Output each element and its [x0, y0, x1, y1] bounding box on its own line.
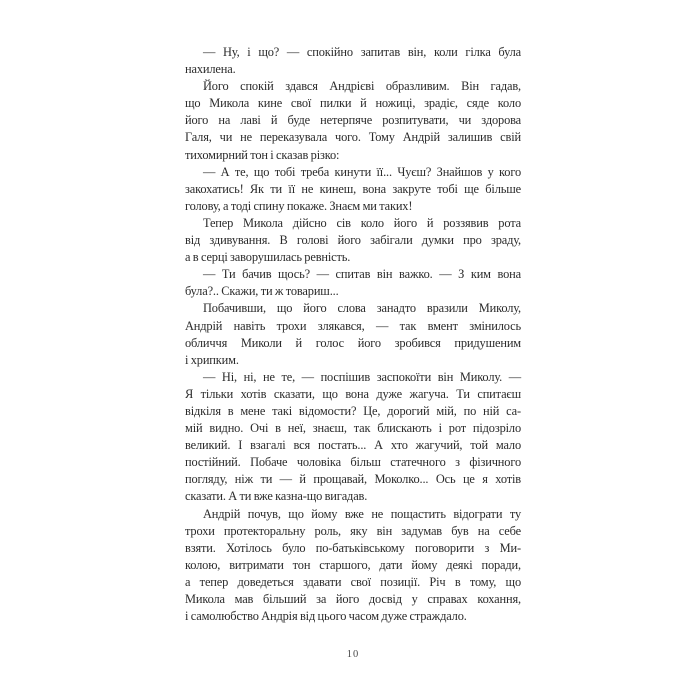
text-line: і хрипким.	[185, 352, 239, 367]
text-line: — А те, що тобі треба кинути її... Чуєш? Знайшов у кого	[203, 164, 521, 179]
text-line: взяти. Хотілось було по-батьківському поговорити з Ми-	[185, 540, 521, 555]
text-line: Галя, чи не переказувала чого. Тому Андрій залишив свій	[185, 130, 521, 145]
text-line: Андрій навіть трохи злякався, — так вмент змінилось	[185, 318, 521, 333]
text-line: Тепер Микола дійсно сів коло його й роззявив рота	[203, 215, 521, 230]
text-line: сказати. А ти вже казна-що вигадав.	[185, 489, 368, 504]
page-number: 10	[346, 649, 360, 660]
text-line: — Ти бачив щось? — спитав він важко. — З ким вона	[203, 267, 521, 282]
text-line: його на лаві й буде нетерпяче розпитувати, чи здорова	[185, 113, 521, 128]
text-line: Я тільки хотів сказати, що вона дуже жагуча. Ти спитаєш	[185, 386, 521, 401]
text-line: мій видно. Очі в неї, знаєш, так блискають і рот підозріло	[185, 421, 521, 436]
text-line: тихомирний тон і сказав різко:	[185, 147, 340, 162]
text-line: від здивування. В голові його забігали думки про зраду,	[185, 233, 521, 248]
text-line: великий. І взагалі вся постать... А хто жагучий, той мало	[185, 438, 521, 453]
text-line: Микола мав більший за його досвід у справах кохання,	[185, 592, 521, 606]
text-line: а в серці заворушилась ревність.	[185, 250, 351, 265]
text-line: Побачивши, що його слова занадто вразили Миколу,	[203, 301, 521, 316]
text-line: постійний. Побаче чоловіка більш статечного з фізичного	[185, 455, 521, 470]
text-line: а тепер доведеться здавати свої позиції. Річ в тому, що	[185, 574, 521, 589]
text-line: закохатись! Як ти її не кинеш, вона закруте тобі ще більше	[185, 181, 521, 196]
text-line: трохи протекторальну роль, яку він задумав був на себе	[185, 523, 521, 538]
text-line: обличчя Миколи й голос його зробився придушеним	[185, 335, 521, 350]
text-line: — Ні, ні, не те, — поспішив заспокоїти він Миколу. —	[203, 369, 521, 384]
text-line: голову, а тоді спину покаже. Знаєм ми таких!	[185, 198, 413, 213]
text-line: і самолюбство Андрія від цього часом дуже страждало.	[185, 609, 467, 624]
text-line: була?.. Скажи, ти ж товариш...	[185, 284, 339, 299]
body-text	[185, 44, 521, 625]
text-line: Андрій почув, що йому вже не пощастить відограти ту	[203, 506, 521, 521]
text-line: відкіля в мене такі відомости? Це, дорогий мій, по ній са-	[185, 403, 521, 418]
text-line: погляду, ніж ти — й прощавай, Моколко... Ось це я хотів	[185, 472, 521, 487]
text-line: нахилена.	[185, 62, 236, 77]
text-line: — Ну, і що? — спокійно запитав він, коли гілка була	[203, 45, 521, 59]
text-line: колою, витримати тон старшого, дати йому деякі поради,	[185, 557, 521, 572]
text-line: Його спокій здався Андрієві образливим. Він гадав,	[203, 79, 521, 94]
text-line: що Микола кине свої пилки й ножиці, зрадіє, сяде коло	[185, 96, 521, 111]
